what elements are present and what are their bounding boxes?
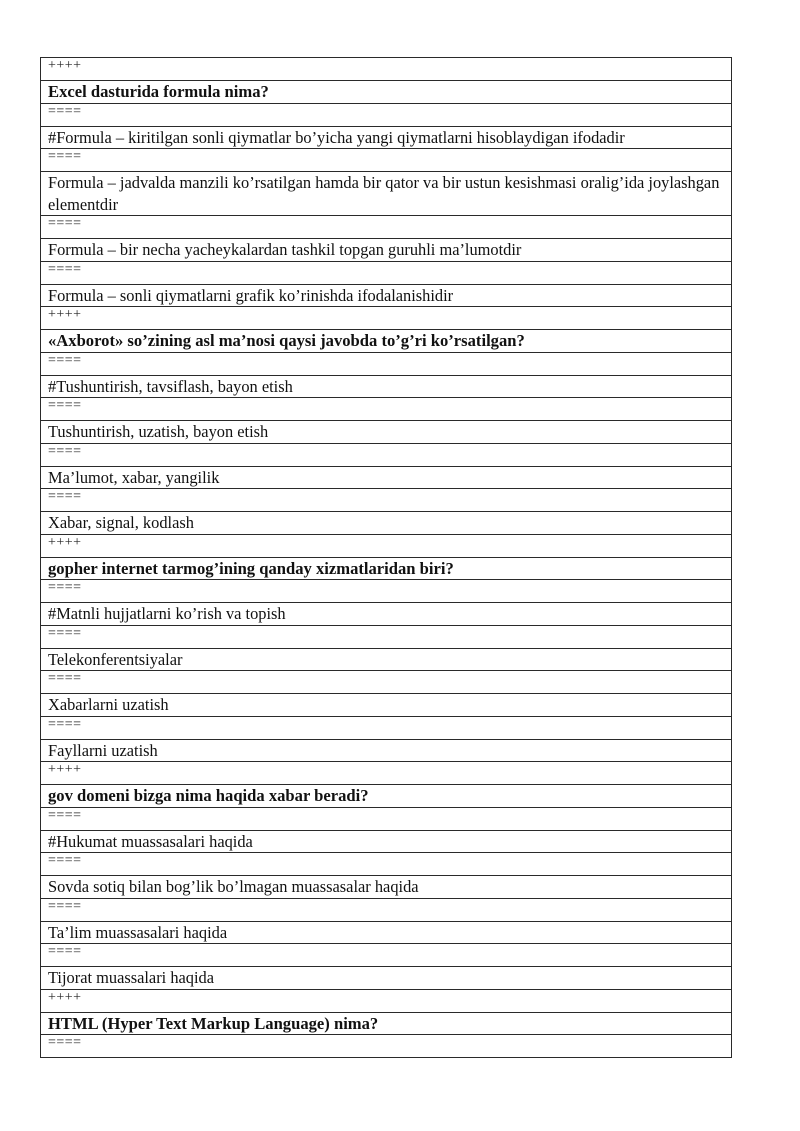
question-text: gopher internet tarmog’ining qanday xizmatlaridan biri? <box>41 557 732 580</box>
answer-text: Ma’lumot, xabar, yangilik <box>41 466 732 489</box>
answer-row <box>41 603 732 626</box>
separator-text: ==== <box>41 261 732 284</box>
answer-text: Tijorat muassalari haqida <box>41 967 732 990</box>
answer-row <box>41 921 732 944</box>
separator-row <box>41 398 732 421</box>
answer-row <box>41 284 732 307</box>
answer-row <box>41 512 732 535</box>
separator-row <box>41 149 732 172</box>
separator-row <box>41 716 732 739</box>
answer-row <box>41 739 732 762</box>
separator-row <box>41 534 732 557</box>
answer-row <box>41 876 732 899</box>
separator-row <box>41 671 732 694</box>
question-text: Excel dasturida formula nima? <box>41 81 732 104</box>
answer-row <box>41 694 732 717</box>
answer-text: Ta’lim muassasalari haqida <box>41 921 732 944</box>
separator-row <box>41 216 732 239</box>
separator-text: ==== <box>41 149 732 172</box>
answer-row <box>41 967 732 990</box>
separator-text: ==== <box>41 103 732 126</box>
separator-text: ==== <box>41 716 732 739</box>
separator-row <box>41 261 732 284</box>
separator-row <box>41 103 732 126</box>
question-row <box>41 557 732 580</box>
answer-text: Xabarlarni uzatish <box>41 694 732 717</box>
question-row <box>41 785 732 808</box>
separator-text: ==== <box>41 443 732 466</box>
answer-text: Sovda sotiq bilan bog’lik bo’lmagan muassasalar haqida <box>41 876 732 899</box>
answer-text: Fayllarni uzatish <box>41 739 732 762</box>
answer-row <box>41 375 732 398</box>
question-row <box>41 81 732 104</box>
separator-text: ++++ <box>41 307 732 330</box>
answer-text: Telekonferentsiyalar <box>41 648 732 671</box>
separator-row <box>41 307 732 330</box>
answer-row <box>41 421 732 444</box>
separator-row <box>41 580 732 603</box>
answer-row <box>41 830 732 853</box>
separator-text: ==== <box>41 398 732 421</box>
separator-row <box>41 762 732 785</box>
quiz-table-body <box>41 58 732 1058</box>
separator-text: ++++ <box>41 534 732 557</box>
answer-text: #Tushuntirish, tavsiflash, bayon etish <box>41 375 732 398</box>
separator-text: ==== <box>41 944 732 967</box>
answer-row <box>41 239 732 262</box>
answer-row <box>41 126 732 149</box>
answer-text: #Matnli hujjatlarni ko’rish va topish <box>41 603 732 626</box>
separator-text: ==== <box>41 352 732 375</box>
answer-text: #Formula – kiritilgan sonli qiymatlar bo’yicha yangi qiymatlarni hisoblaydigan ifodadir <box>41 126 732 149</box>
separator-row <box>41 944 732 967</box>
separator-text: ==== <box>41 807 732 830</box>
separator-text: ==== <box>41 489 732 512</box>
separator-text: ++++ <box>41 989 732 1012</box>
answer-row <box>41 648 732 671</box>
separator-text: ==== <box>41 216 732 239</box>
separator-text: ==== <box>41 580 732 603</box>
separator-text: ==== <box>41 671 732 694</box>
question-text: «Axborot» so’zining asl ma’nosi qaysi javobda to’g’ri ko’rsatilgan? <box>41 330 732 353</box>
answer-text: #Hukumat muassasalari haqida <box>41 830 732 853</box>
question-text: gov domeni bizga nima haqida xabar beradi? <box>41 785 732 808</box>
answer-text: Formula – jadvalda manzili ko’rsatilgan hamda bir qator va bir ustun kesishmasi oralig’ida joylashgan elementdir <box>41 172 732 216</box>
separator-text: ==== <box>41 898 732 921</box>
separator-text: ==== <box>41 853 732 876</box>
separator-row <box>41 58 732 81</box>
separator-row <box>41 853 732 876</box>
answer-text: Xabar, signal, kodlash <box>41 512 732 535</box>
answer-row <box>41 466 732 489</box>
answer-text: Formula – bir necha yacheykalardan tashkil topgan guruhli ma’lumotdir <box>41 239 732 262</box>
quiz-table <box>40 57 732 1058</box>
separator-text: ==== <box>41 625 732 648</box>
separator-row <box>41 352 732 375</box>
question-row <box>41 1012 732 1035</box>
answer-text: Tushuntirish, uzatish, bayon etish <box>41 421 732 444</box>
separator-text: ==== <box>41 1035 732 1058</box>
separator-row <box>41 489 732 512</box>
separator-row <box>41 443 732 466</box>
question-row <box>41 330 732 353</box>
question-text: HTML (Hyper Text Markup Language) nima? <box>41 1012 732 1035</box>
separator-text: ++++ <box>41 58 732 81</box>
separator-row <box>41 625 732 648</box>
separator-row <box>41 1035 732 1058</box>
answer-text: Formula – sonli qiymatlarni grafik ko’rinishda ifodalanishidir <box>41 284 732 307</box>
separator-row <box>41 898 732 921</box>
separator-text: ++++ <box>41 762 732 785</box>
separator-row <box>41 807 732 830</box>
separator-row <box>41 989 732 1012</box>
answer-row <box>41 172 732 216</box>
